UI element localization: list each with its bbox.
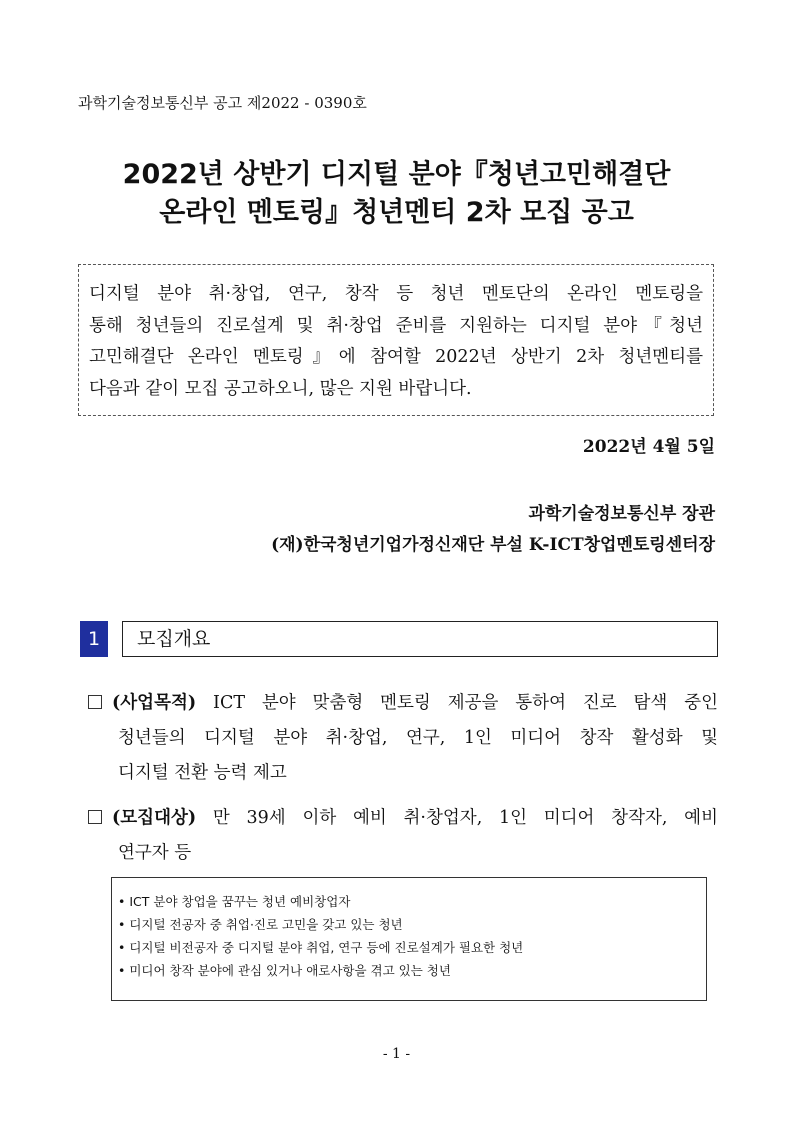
bullet-item: • 디지털 비전공자 중 디지털 분야 취업, 연구 등에 진로설계가 필요한 청년 bbox=[118, 940, 524, 955]
checkbox-icon bbox=[88, 810, 102, 824]
item-text: ICT 분야 맞춤형 멘토링 제공을 통하여 진로 탐색 중인 bbox=[196, 693, 718, 713]
intro-line: 다음과 같이 모집 공고하오니, 많은 지원 바랍니다. bbox=[89, 378, 472, 399]
item-text: 청년들의 디지털 분야 취·창업, 연구, 1인 미디어 창작 활성화 및 bbox=[118, 728, 718, 748]
document-title-line1: 2022년 상반기 디지털 분야『청년고민해결단 bbox=[122, 159, 671, 190]
intro-line: 디지털 분야 취·창업, 연구, 창작 등 청년 멘토단의 온라인 멘토링을 bbox=[89, 284, 703, 304]
section-title: 모집개요 bbox=[122, 621, 718, 657]
item-purpose bbox=[88, 686, 718, 791]
notice-number: 과학기술정보통신부 공고 제2022 - 0390호 bbox=[78, 94, 367, 112]
bullet-item: • ICT 분야 창업을 꿈꾸는 청년 예비창업자 bbox=[118, 894, 351, 909]
notice-date: 2022년 4월 5일 bbox=[582, 437, 715, 457]
item-label: (모집대상) bbox=[112, 808, 197, 828]
item-text: 디지털 전환 능력 제고 bbox=[118, 763, 287, 783]
bullet-item: • 미디어 창작 분야에 관심 있거나 애로사항을 겪고 있는 청년 bbox=[118, 963, 451, 978]
item-text: 만 39세 이하 예비 취·창업자, 1인 미디어 창작자, 예비 bbox=[196, 808, 718, 828]
page-number: - 1 - bbox=[382, 1046, 411, 1062]
target-bullets-box bbox=[111, 877, 707, 1001]
issuer-ministry: 과학기술정보통신부 장관 bbox=[528, 504, 715, 524]
item-target bbox=[88, 801, 718, 871]
item-text: 연구자 등 bbox=[118, 843, 192, 863]
checkbox-icon bbox=[88, 695, 102, 709]
section-number-badge: 1 bbox=[80, 621, 108, 657]
document-title-line2: 온라인 멘토링』청년멘티 2차 모집 공고 bbox=[159, 197, 634, 228]
intro-line: 고민해결단 온라인 멘토링』에 참여할 2022년 상반기 2차 청년멘티를 bbox=[89, 347, 703, 367]
issuer-center: (재)한국청년기업가정신재단 부설 K-ICT창업멘토링센터장 bbox=[271, 535, 715, 555]
intro-box bbox=[78, 264, 714, 416]
intro-line: 통해 청년들의 진로설계 및 취·창업 준비를 지원하는 디지털 분야『청년 bbox=[89, 315, 703, 336]
bullet-item: • 디지털 전공자 중 취업·진로 고민을 갖고 있는 청년 bbox=[118, 917, 403, 932]
item-label: (사업목적) bbox=[112, 693, 197, 713]
